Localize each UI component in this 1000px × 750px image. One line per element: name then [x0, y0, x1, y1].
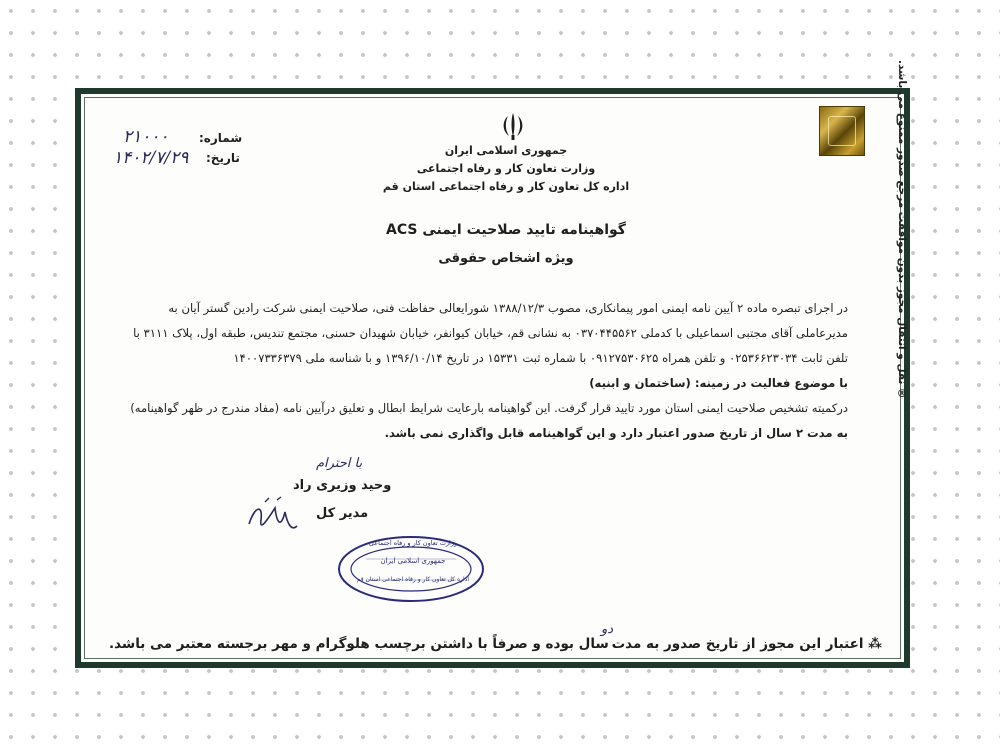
- body-line-2: مدیرعاملی آقای مجتبی اسماعیلی با کدملی ۰۳۷۰۴۴۵۵۶۲ به نشانی قم، خیابان کیوانفر، خیابان شهیدان حسنی، مجتمع تندیس، طبقه اول، پلاک ۳۱۱۱ با: [133, 326, 848, 340]
- footer-handwritten-years: دو: [601, 622, 614, 637]
- certificate-title: گواهینامه تایید صلاحیت ایمنی ACS: [386, 222, 626, 238]
- signatory-position: مدیر کل: [316, 506, 369, 521]
- handwritten-signature: [241, 494, 301, 544]
- iran-emblem-icon: [499, 111, 527, 141]
- body-line-5: درکمیته تشخیص صلاحیت ایمنی استان مورد تایید قرار گرفت. این گواهینامه بارعایت شرایط ابطال و تعلیق درآیین نامه (مفاد مندرج در ظهر گواهینامه): [130, 401, 848, 415]
- republic-title: جمهوری اسلامی ایران: [444, 144, 568, 157]
- stamp-text-bottom: اداره کل تعاون کار و رفاه اجتماعی استان قم: [357, 576, 469, 583]
- ministry-title: وزارت تعاون کار و رفاه اجتماعی: [416, 162, 596, 175]
- directorate-title: اداره کل تعاون کار و رفاه اجتماعی استان قم: [382, 180, 630, 193]
- footer-suffix: سال بوده و صرفاً با داشتن برچسب هلوگرام و مهر برجسته معتبر می باشد.: [109, 636, 609, 652]
- stamp-text-middle: جمهوری اسلامی ایران: [380, 557, 446, 565]
- certificate-subtitle: ویژه اشخاص حقوقی: [438, 251, 574, 266]
- date-label: تاریخ:: [206, 151, 240, 165]
- signatory-name: وحید وزیری راد: [293, 478, 392, 493]
- certificate-frame: [75, 60, 910, 668]
- number-label: شماره:: [199, 131, 243, 145]
- side-note: ® نقل و انتقال مجوز بدون موافقت مرجع صدور ممنوع می باشد.: [896, 60, 908, 400]
- body-line-3: تلفن ثابت ۰۲۵۳۶۶۲۳۰۳۴ و تلفن همراه ۰۹۱۲۷۵۳۰۶۲۵ با شماره ثبت ۱۵۳۳۱ در تاریخ ۱۳۹۶/۱۰/۱۴ و با شناسه ملی ۱۴۰۰۷۳۳۶۳۷۹: [233, 351, 848, 365]
- footer-prefix: ⁂ اعتبار این مجوز از تاریخ صدور به مدت: [611, 636, 882, 652]
- body-line-1: در اجرای تبصره ماده ۲ آیین نامه ایمنی امور پیمانکاری، مصوب ۱۳۸۸/۱۲/۳ شورایعالی حفاظت فنی، صلاحیت ایمنی شرکت رادین گستر آیان به: [168, 301, 848, 315]
- date-value: ۱۴۰۲/۷/۲۹: [113, 148, 189, 168]
- body-line-4: با موضوع فعالیت در زمینه: (ساختمان و ابنیه): [589, 376, 848, 390]
- body-line-6: به مدت ۲ سال از تاریخ صدور اعتبار دارد و این گواهینامه قابل واگذاری نمی باشد.: [384, 426, 848, 440]
- stamp-text-top: وزارت تعاون کار و رفاه اجتماعی: [368, 539, 458, 547]
- hologram-sticker: [819, 106, 865, 156]
- handwritten-note: با احترام: [316, 456, 363, 471]
- number-value: ۲۱۰۰۰: [123, 127, 169, 147]
